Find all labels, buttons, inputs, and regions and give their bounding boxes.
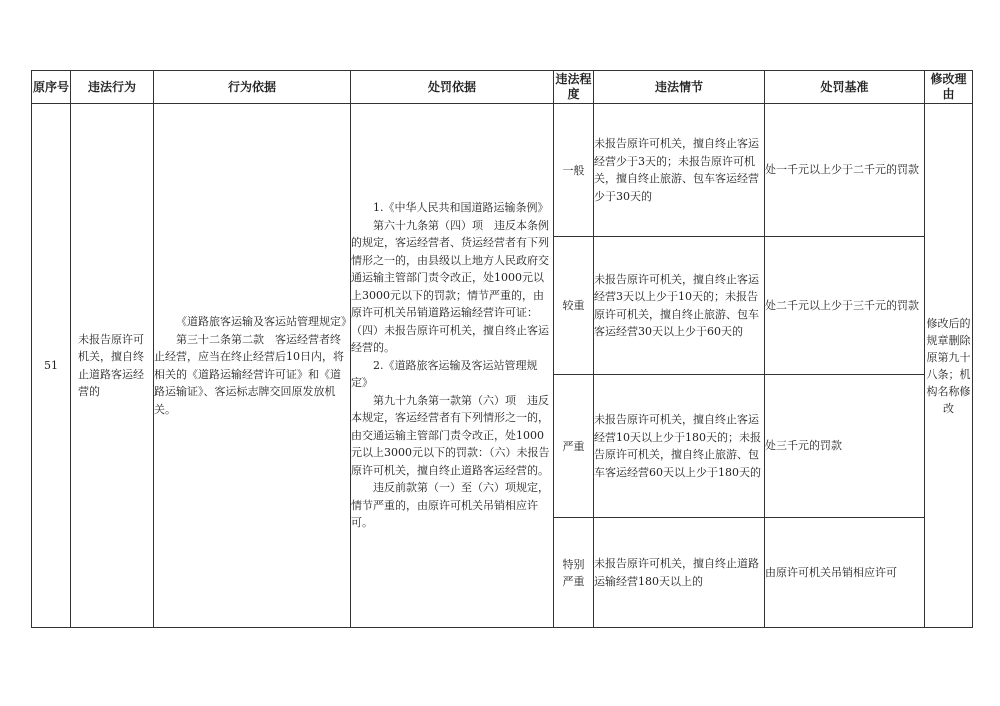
- header-penalty-basis: 处罚依据: [351, 71, 554, 104]
- cell-circumstance-very-severe: 未报告原许可机关，擅自终止道路运输经营180天以上的: [594, 518, 765, 628]
- header-circumstance: 违法情节: [594, 71, 765, 104]
- cell-standard-general: 处一千元以上少于二千元的罚款: [765, 104, 925, 237]
- header-original-no: 原序号: [32, 71, 71, 104]
- header-standard: 处罚基准: [765, 71, 925, 104]
- basis-article-text: 第三十二条第二款 客运经营者终止经营，应当在终止经营后10日内，将相关的《道路运输经营许可证》和《道路运输证》、客运标志牌交回原发放机关。: [154, 332, 344, 416]
- cell-degree-severe: 严重: [554, 375, 594, 518]
- table-row: [32, 104, 973, 237]
- penalty-law-1-title: 1.《中华人民共和国道路运输条例》: [373, 201, 549, 215]
- cell-penalty-basis: [351, 104, 554, 628]
- table-header-row: [32, 71, 973, 104]
- header-violation: 违法行为: [71, 71, 154, 104]
- penalty-law-2-title: 2.《道路旅客运输及客运站管理规定》: [351, 358, 538, 390]
- cell-standard-very-severe: 由原许可机关吊销相应许可: [765, 518, 925, 628]
- cell-circumstance-general: 未报告原许可机关，擅自终止客运经营少于3天的；未报告原许可机关，擅自终止旅游、包车客运经营少于30天的: [594, 104, 765, 237]
- header-reason: 修改理由: [925, 71, 973, 104]
- cell-degree-serious: 较重: [554, 237, 594, 375]
- penalty-law-1-article: 第六十九条第（四）项 违反本条例的规定，客运经营者、货运经营者有下列情形之一的，由县级以上地方人民政府交通运输主管部门责令改正，处1000元以上3000元以下的罚款；情节严重的，由原许可机关吊销道路运输经营许可证：（四）未报告原许可机关，擅自终止客运经营的。: [351, 218, 549, 355]
- cell-violation: 未报告原许可机关，擅自终止道路客运经营的: [71, 104, 154, 628]
- cell-standard-severe: 处三千元的罚款: [765, 375, 925, 518]
- cell-degree-general: 一般: [554, 104, 594, 237]
- penalty-standard-table: [31, 70, 973, 628]
- cell-original-no: 51: [32, 104, 71, 628]
- penalty-law-2-severe-clause: 违反前款第（一）至（六）项规定，情节严重的，由原许可机关吊销相应许可。: [351, 481, 549, 530]
- cell-circumstance-severe: 未报告原许可机关，擅自终止客运经营10天以上少于180天的；未报告原许可机关，擅自终止旅游、包车客运经营60天以上少于180天的: [594, 375, 765, 518]
- header-degree: 违法程度: [554, 71, 594, 104]
- cell-degree-very-severe: 特别严重: [554, 518, 594, 628]
- cell-act-basis: [154, 104, 351, 628]
- cell-standard-serious: 处二千元以上少于三千元的罚款: [765, 237, 925, 375]
- cell-circumstance-serious: 未报告原许可机关，擅自终止客运经营3天以上少于10天的；未报告原许可机关，擅自终止旅游、包车客运经营30天以上少于60天的: [594, 237, 765, 375]
- header-act-basis: 行为依据: [154, 71, 351, 104]
- penalty-law-2-article: 第九十九条第一款第（六）项 违反本规定，客运经营者有下列情形之一的，由交通运输主管部门责令改正，处1000元以上3000元以下的罚款：（六）未报告原许可机关，擅自终止道路客运经营的。: [351, 393, 550, 477]
- cell-reason: 修改后的规章删除原第九十八条；机构名称修改: [925, 104, 973, 628]
- basis-regulation-title: 《道路旅客运输及客运站管理规定》: [176, 315, 352, 328]
